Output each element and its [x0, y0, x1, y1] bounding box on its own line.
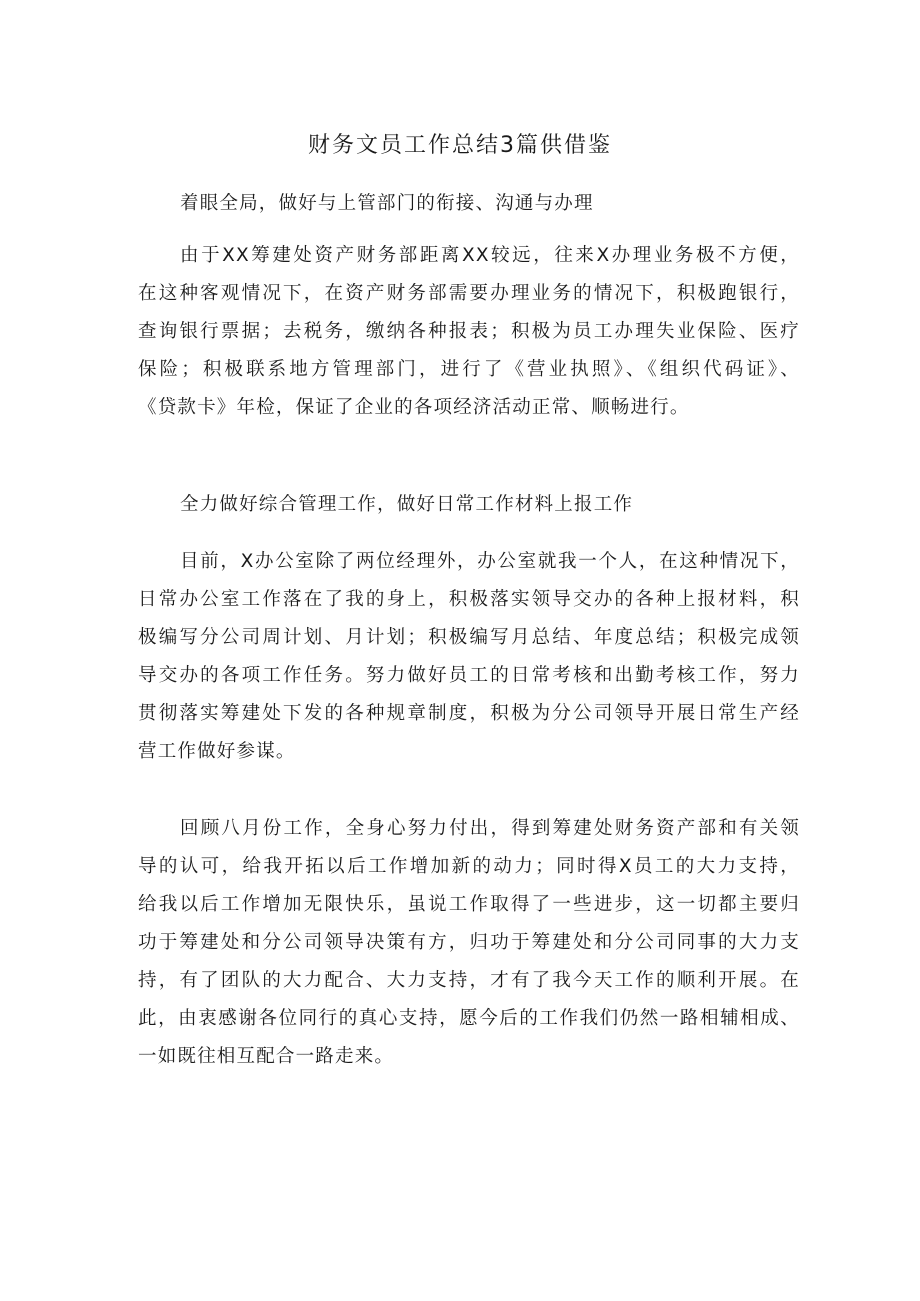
- paragraph-line: 查询银行票据；去税务，缴纳各种报表；积极为员工办理失业保险、医疗: [138, 321, 800, 342]
- paragraph-line: 功于筹建处和分公司领导决策有方，归功于筹建处和分公司同事的大力支: [138, 932, 800, 953]
- heading-text: 着眼全局，做好与上管部门的衔接、沟通与办理: [180, 193, 594, 214]
- paragraph-line: 由于XX筹建处资产财务部距离XX较远，往来X办理业务极不方便，: [180, 245, 800, 266]
- paragraph-line: 给我以后工作增加无限快乐，虽说工作取得了一些进步，这一切都主要归: [138, 894, 800, 915]
- paragraph-line: 回顾八月份工作，全身心努力付出，得到筹建处财务资产部和有关领: [180, 818, 800, 839]
- paragraph-1: [138, 237, 800, 427]
- paragraph-line: 营工作做好参谋。: [138, 741, 296, 762]
- heading-text: 全力做好综合管理工作，做好日常工作材料上报工作: [180, 494, 634, 515]
- paragraph-line: 此，由衷感谢各位同行的真心支持，愿今后的工作我们仍然一路相辅相成、: [138, 1008, 800, 1029]
- paragraph-line: 导的认可，给我开拓以后工作增加新的动力；同时得X员工的大力支持，: [138, 856, 800, 877]
- paragraph-line: 保险；积极联系地方管理部门，进行了《营业执照》、《组织代码证》、: [138, 359, 800, 380]
- paragraph-line: 极编写分公司周计划、月计划；积极编写月总结、年度总结；积极完成领: [138, 627, 800, 648]
- section-heading-2: [138, 486, 800, 524]
- paragraph-line: 持，有了团队的大力配合、大力支持，才有了我今天工作的顺利开展。在: [138, 970, 800, 991]
- paragraph-2: [138, 543, 800, 771]
- paragraph-line: 一如既往相互配合一路走来。: [138, 1046, 395, 1067]
- paragraph-line: 在这种客观情况下，在资产财务部需要办理业务的情况下，积极跑银行，: [138, 283, 800, 304]
- paragraph-3: [138, 810, 800, 1076]
- paragraph-line: 目前，X办公室除了两位经理外，办公室就我一个人，在这种情况下，: [180, 551, 800, 572]
- paragraph-line: 导交办的各项工作任务。努力做好员工的日常考核和出勤考核工作，努力: [138, 665, 800, 686]
- paragraph-line: 贯彻落实筹建处下发的各种规章制度，积极为分公司领导开展日常生产经: [138, 703, 800, 724]
- paragraph-line: 日常办公室工作落在了我的身上，积极落实领导交办的各种上报材料，积: [138, 589, 800, 610]
- document-title: 财务文员工作总结3篇供借鉴: [308, 133, 612, 158]
- section-heading-1: [138, 185, 800, 223]
- paragraph-line: 《贷款卡》年检，保证了企业的各项经济活动正常、顺畅进行。: [138, 397, 690, 418]
